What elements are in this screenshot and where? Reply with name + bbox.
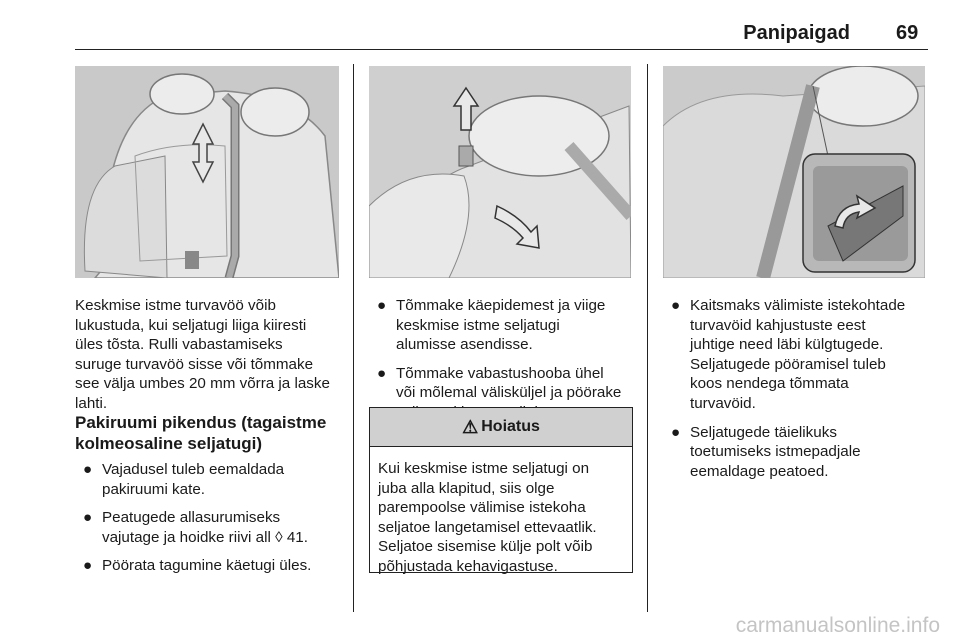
- bullet-list: [663, 296, 933, 490]
- section-title: Panipaigad: [743, 22, 850, 44]
- warning-box: [369, 407, 633, 573]
- column-divider: [647, 64, 648, 612]
- page-reference-icon[interactable]: ◊: [275, 528, 283, 546]
- page-reference-link[interactable]: 41.: [286, 528, 308, 546]
- belt-guide-illustration: [663, 66, 925, 278]
- list-item: ● Tõmmake vabastushooba ühel või mõlemal välisküljel ja pöörake: [377, 364, 622, 402]
- column-divider: [353, 64, 354, 612]
- bullet-list: [75, 460, 345, 585]
- list-item: ● Peatugede allasurumiseks vajutage ja hoidke riivi all ◊ 41.: [83, 509, 308, 546]
- warning-icon: ⚠: [462, 416, 479, 437]
- section-heading: Pakiruumi pikendus (tagaistme kolmeosaline seljatugi): [75, 413, 327, 453]
- seatback-release-illustration: [369, 66, 631, 278]
- watermark: carmanualsonline.info: [735, 614, 940, 637]
- warning-text: Kui keskmise istme seljatugi on juba alla klapitud, siis olge parempoolse välimise istekoha seljatoe langetamisel ettevaatlik. Seljatoe sisemise külje polt võib põhjustada kehavigastuse.: [378, 460, 597, 575]
- list-item: ● Pöörata tagumine käetugi üles.: [83, 557, 312, 575]
- list-item: ● Kaitsmaks välimiste istekohtade turvavöid kahjustuste eest juhtige need läbi külgtugede. Seljatugede pööramisel tuleb koos nendega tõmmata turvavöid.: [671, 297, 906, 412]
- seat-belt-illustration: [75, 66, 339, 278]
- list-item: ● Tõmmake käepidemest ja viige keskmise istme seljatugi alumisse asendisse.: [377, 297, 606, 354]
- page-number: 69: [896, 22, 919, 44]
- warning-title: Hoiatus: [481, 418, 540, 435]
- warning-header: [370, 408, 632, 447]
- intro-paragraph: Keskmise istme turvavöö võib lukustuda, kui seljatugi liiga kiiresti üles tõsta. Rulli vabastamiseks suruge turvavöö sisse või tõmmake see välja umbes 20 mm võrra ja laske lahti.: [75, 297, 330, 412]
- list-item: ● Vajadusel tuleb eemaldada pakiruumi kate.: [83, 461, 285, 498]
- list-item: ● Seljatugede täielikuks toetumiseks istmepadjale eemaldage peatoed.: [671, 423, 861, 480]
- header-rule: [75, 49, 928, 50]
